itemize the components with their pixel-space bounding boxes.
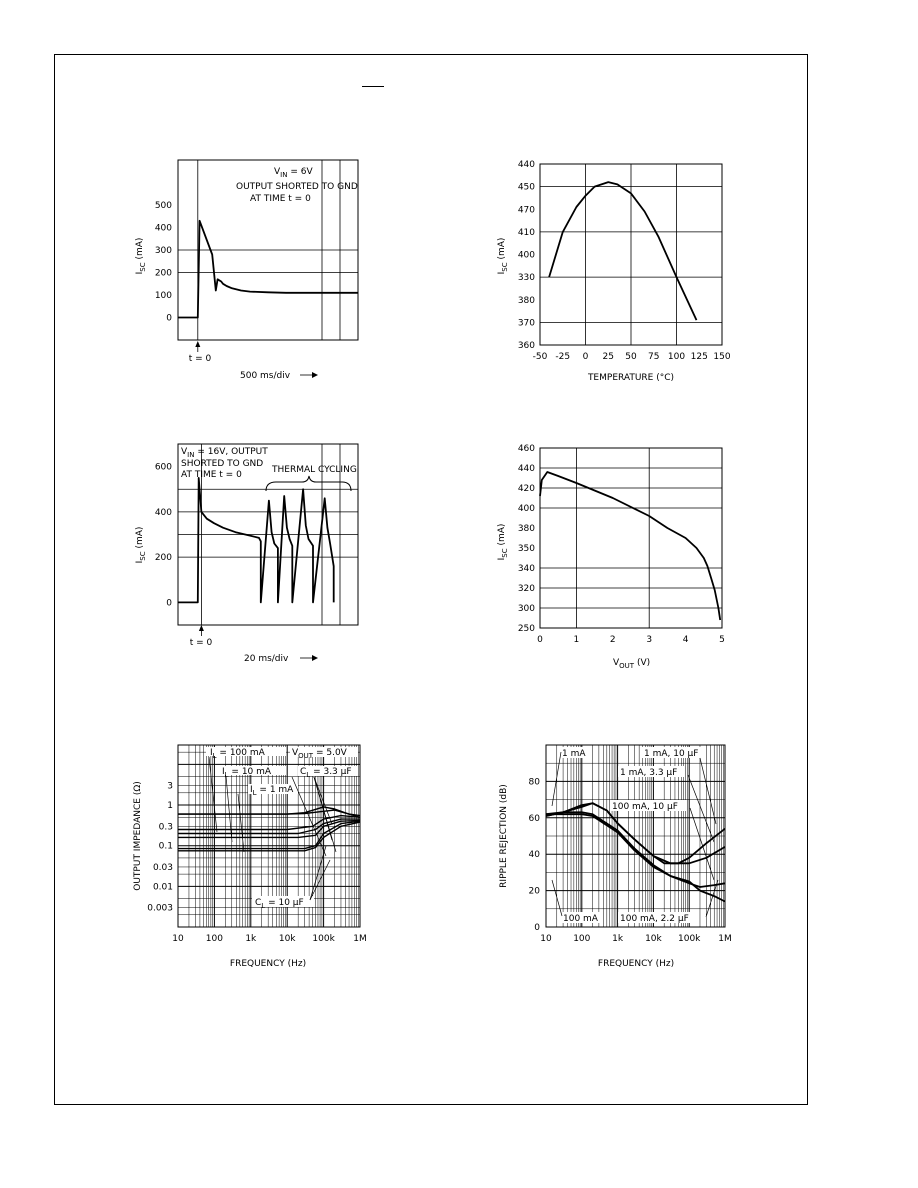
annotation-vin: $V_{IN} = 16V$, OUTPUT (181, 447, 268, 459)
y-tick-label: 250 (517, 624, 535, 634)
x-axis-arrow-head (312, 655, 318, 661)
y-axis-label: $I_{SC}$ (mA) (497, 237, 509, 275)
y-tick-label: 420 (517, 484, 535, 494)
x-tick-label: 10 (540, 934, 552, 944)
x-tick-label: 1M (353, 934, 367, 944)
x-tick-label: 10k (645, 934, 662, 944)
annotation-il-1ma: $I_L = 1$ mA (250, 785, 294, 797)
series-line-impedance-5 (178, 821, 360, 848)
annotation-leader (314, 777, 332, 824)
x-axis-label: FREQUENCY (Hz) (597, 959, 675, 969)
x-tick-label: 100k (312, 934, 335, 944)
x-tick-label: 10 (172, 934, 184, 944)
x-tick-label: 25 (602, 352, 614, 362)
annotation-3: 100 mA, 10 μF (612, 802, 678, 812)
y-tick-label: 440 (517, 464, 535, 474)
y-tick-label: 370 (517, 318, 535, 329)
annotation-leader (209, 757, 217, 832)
series-line-impedance-1 (178, 810, 360, 817)
annotation-shorted: OUTPUT SHORTED TO GND (236, 182, 358, 192)
x-tick-label: 1M (718, 934, 732, 944)
thermal-cycling-brace (266, 476, 351, 491)
y-tick-label: 0 (166, 598, 172, 609)
x-axis-label: $V_{OUT}$ (V) (613, 658, 651, 670)
annotation-0: 1 mA (562, 749, 586, 759)
annotation-cl-10uf: $C_L = 10$ μF (255, 898, 304, 910)
annotation-4: 100 mA (563, 914, 598, 924)
annotation-time: AT TIME t = 0 (250, 194, 311, 204)
y-tick-label: 400 (517, 504, 535, 514)
y-tick-label: 400 (154, 507, 172, 518)
y-tick-label: 20 (528, 886, 540, 897)
t0-label: t = 0 (188, 354, 212, 364)
x-tick-label: 3 (646, 635, 653, 645)
y-tick-label: 80 (528, 777, 540, 788)
y-axis-label: OUTPUT IMPEDANCE (Ω) (133, 781, 143, 891)
annotation-il-10ma: $I_L = 10$ mA (222, 767, 272, 779)
y-axis-label: $I_{SC}$ (mA) (497, 523, 509, 561)
y-tick-label: 100 (154, 291, 172, 301)
x-tick-label: 100 (667, 352, 686, 362)
annotation-vin: $V_{IN} = 6V$ (274, 167, 313, 179)
x-tick-label: 0 (537, 635, 543, 645)
y-tick-label: 0.1 (158, 841, 173, 852)
y-tick-label: 330 (517, 273, 535, 284)
x-tick-label: 100 (205, 934, 223, 944)
y-tick-label: 300 (154, 246, 172, 256)
x-tick-label: 10k (278, 934, 296, 944)
annotation-il-100ma: $I_L = 100$ mA (210, 748, 265, 760)
x-tick-label: 2 (609, 635, 616, 645)
y-tick-label: 40 (528, 850, 540, 861)
x-tick-label: 75 (648, 352, 660, 362)
series-line-isc-temp (549, 182, 696, 320)
annotation-cl-3-3uf: $C_L = 3.3$ μF (300, 767, 352, 779)
x-axis-label: TEMPERATURE (°C) (587, 373, 675, 383)
plot-frame (540, 448, 722, 628)
annotation-1: 1 mA, 10 μF (644, 749, 699, 759)
x-tick-label: 150 (713, 352, 731, 362)
y-tick-label: 470 (517, 205, 535, 216)
x-tick-label: 1 (573, 635, 580, 645)
y-tick-label: 1 (167, 801, 173, 812)
y-axis-label: RIPPLE REJECTION (dB) (499, 784, 509, 888)
x-axis-label: FREQUENCY (Hz) (229, 959, 307, 969)
y-tick-label: 460 (517, 444, 535, 454)
x-tick-label: -50 (532, 352, 548, 362)
y-tick-label: 200 (154, 553, 172, 564)
annotation-leader (700, 758, 716, 824)
y-tick-label: 400 (154, 223, 172, 234)
annotation-leader (690, 808, 714, 880)
annotation-5: 100 mA, 2.2 μF (620, 914, 689, 924)
y-tick-label: 410 (517, 227, 535, 238)
y-tick-label: 300 (517, 604, 535, 614)
y-tick-label: 340 (517, 564, 535, 574)
x-axis-label: 20 ms/div (244, 654, 289, 664)
annotation-thermal-cycling: THERMAL CYCLING (272, 465, 357, 475)
t0-arrow-head (199, 625, 204, 631)
y-tick-label: 600 (154, 462, 172, 473)
y-tick-label: 60 (528, 813, 540, 824)
y-tick-label: 500 (154, 201, 172, 211)
series-line-isc-vout (540, 472, 720, 620)
x-tick-label: 1k (245, 934, 257, 944)
x-tick-label: 0 (582, 352, 589, 362)
y-tick-label: 0.003 (147, 903, 173, 914)
annotation-leader (238, 794, 244, 852)
x-tick-label: 1k (612, 934, 624, 944)
annotation-leader (552, 752, 561, 806)
y-tick-label: 0 (166, 313, 172, 324)
x-axis-arrow-head (312, 372, 318, 378)
t0-label: t = 0 (189, 638, 213, 648)
y-tick-label: 380 (517, 295, 535, 306)
y-tick-label: 350 (517, 544, 535, 554)
y-tick-label: 0.01 (152, 882, 173, 893)
series-line-isc (178, 221, 358, 318)
y-tick-label: 400 (517, 250, 535, 261)
y-tick-label: 360 (517, 341, 535, 351)
y-tick-label: 440 (517, 160, 535, 170)
y-tick-label: 200 (154, 268, 172, 279)
y-tick-label: 320 (517, 584, 535, 594)
y-axis-label: $I_{SC}$ (mA) (135, 237, 147, 275)
series-line-ripple-3 (546, 814, 725, 901)
y-tick-label: 3 (167, 781, 173, 792)
x-axis-label: 500 ms/div (240, 371, 291, 381)
annotation-time: AT TIME t = 0 (181, 470, 242, 480)
x-tick-label: -25 (555, 352, 571, 362)
annotation-leader (314, 777, 336, 852)
x-tick-label: 100k (678, 934, 701, 944)
series-line-impedance-2 (178, 816, 360, 830)
annotation-vout: $V_{OUT} = 5.0V$ (292, 748, 347, 760)
y-tick-label: 0 (534, 923, 540, 933)
y-tick-label: 450 (517, 182, 535, 193)
x-tick-label: 50 (625, 352, 637, 362)
x-tick-label: 4 (682, 635, 689, 645)
y-axis-label: $I_{SC}$ (mA) (135, 526, 147, 564)
annotation-shorted: SHORTED TO GND (181, 459, 264, 469)
x-tick-label: 100 (573, 934, 591, 944)
annotation-2: 1 mA, 3.3 μF (620, 768, 678, 778)
x-tick-label: 5 (719, 635, 725, 645)
y-tick-label: 380 (517, 524, 535, 534)
annotation-leader (688, 775, 714, 842)
x-tick-label: 125 (690, 352, 708, 362)
y-tick-label: 0.3 (158, 822, 173, 833)
t0-arrow-head (195, 341, 200, 347)
y-tick-label: 0.03 (152, 862, 173, 873)
